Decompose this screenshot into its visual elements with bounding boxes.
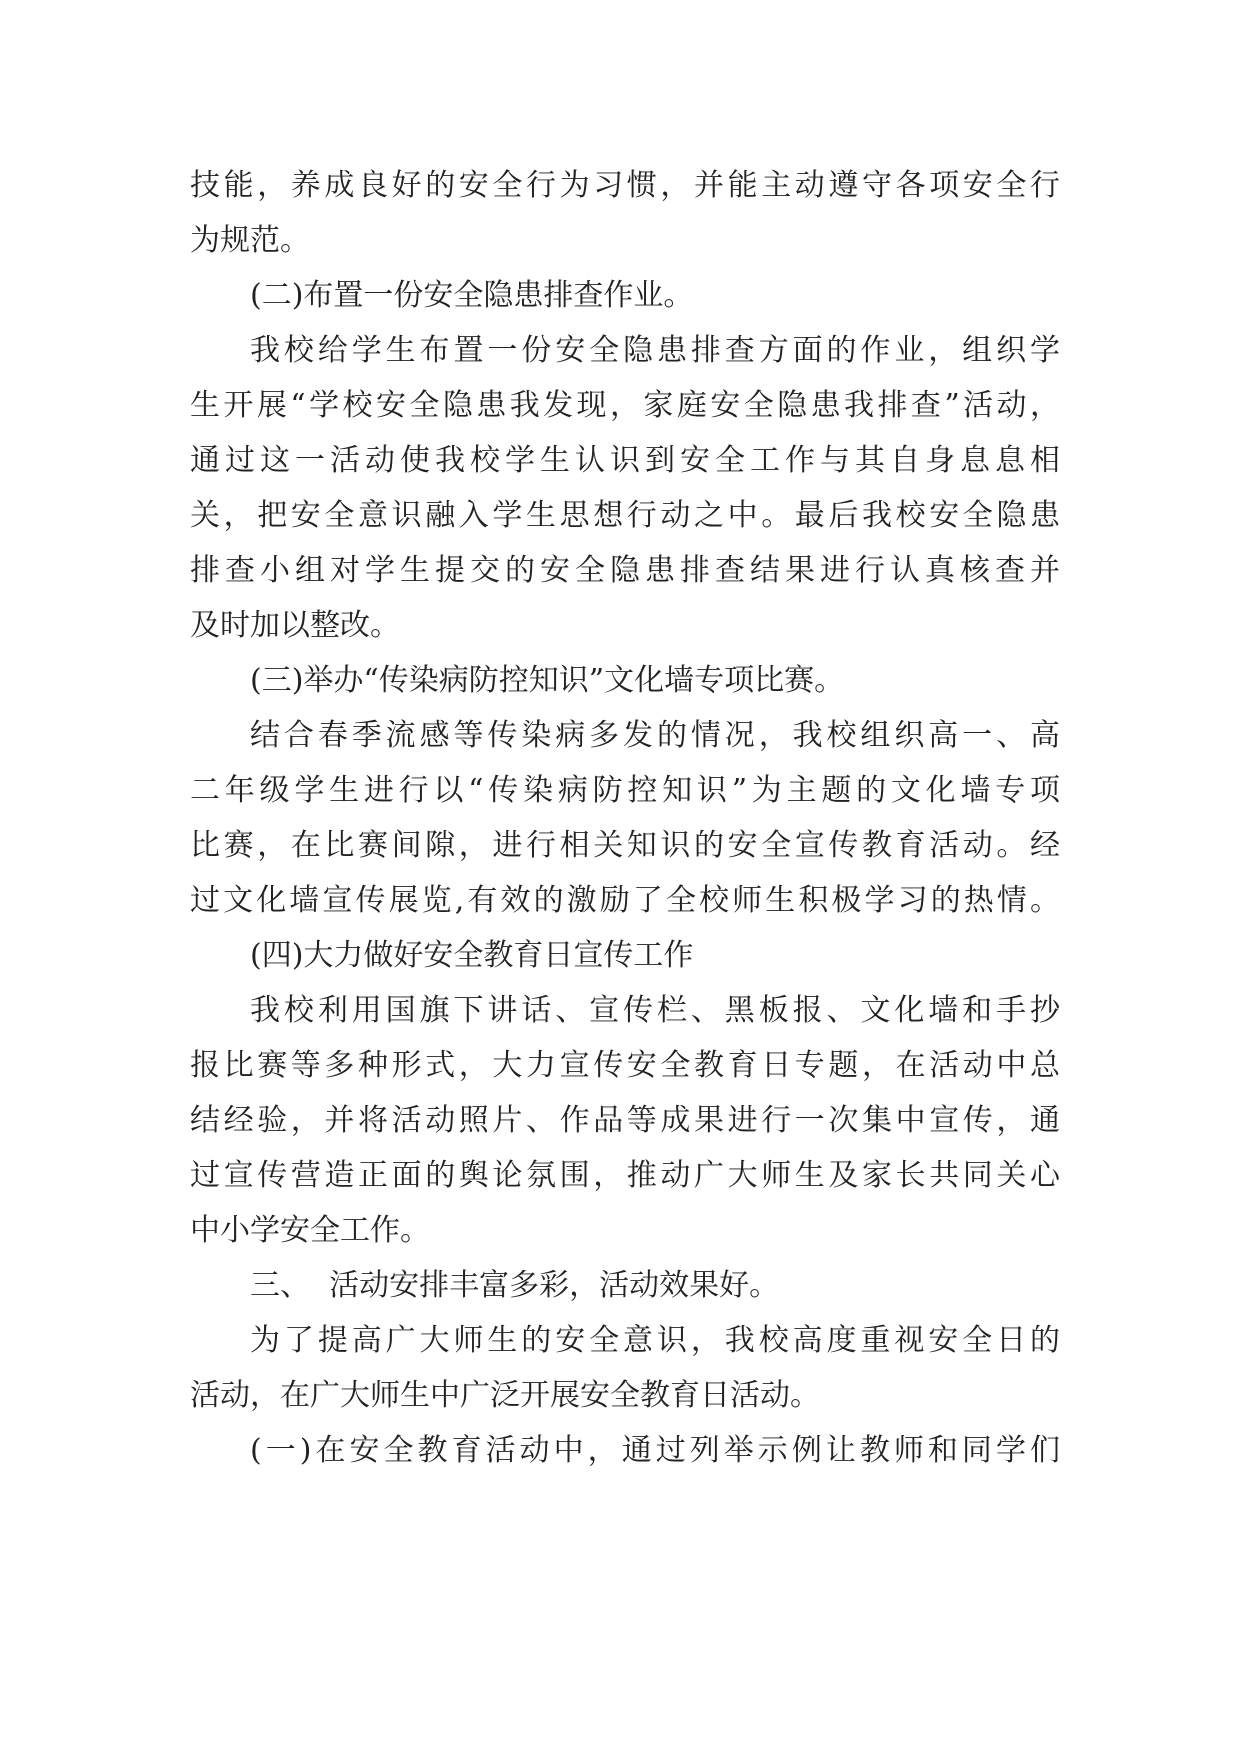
text-line-19: 过宣传营造正面的舆论氛围，推动广大师生及家长共同关心 — [190, 1158, 1064, 1193]
text-line-1: 技能，养成良好的安全行为习惯，并能主动遵守各项安全行 — [190, 168, 1064, 203]
section-heading-2: (二)布置一份安全隐患排查作业。 — [250, 278, 694, 313]
text-line-5: 生开展“学校安全隐患我发现，家庭安全隐患我排查”活动， — [190, 388, 1064, 423]
text-line-4: 我校给学生布置一份安全隐患排查方面的作业，组织学 — [250, 333, 1064, 368]
text-line-7: 关，把安全意识融入学生思想行动之中。最后我校安全隐患 — [190, 498, 1064, 533]
text-line-6: 通过这一活动使我校学生认识到安全工作与其自身息息相 — [190, 443, 1065, 478]
text-line-16: 我校利用国旗下讲话、宣传栏、黑板报、文化墙和手抄 — [250, 993, 1064, 1028]
text-line-12: 二年级学生进行以“传染病防控知识”为主题的文化墙专项 — [190, 773, 1065, 808]
text-line-17: 报比赛等多种形式，大力宣传安全教育日专题，在活动中总 — [190, 1048, 1064, 1083]
text-line-13: 比赛，在比赛间隙，进行相关知识的安全宣传教育活动。经 — [190, 828, 1064, 863]
text-line-22: 为了提高广大师生的安全意识，我校高度重视安全日的 — [250, 1323, 1064, 1358]
section-heading-1: (一)在安全教育活动中，通过列举示例让教师和同学们 — [250, 1433, 1065, 1468]
text-line-2: 为规范。 — [190, 223, 310, 258]
section-heading-3: (三)举办“传染病防控知识”文化墙专项比赛。 — [250, 663, 845, 698]
section-heading-4: (四)大力做好安全教育日宣传工作 — [250, 938, 694, 973]
text-line-23: 活动，在广大师生中广泛开展安全教育日活动。 — [190, 1378, 820, 1413]
text-line-14: 过文化墙宣传展览,有效的激励了全校师生积极学习的热情。 — [190, 883, 1064, 918]
chapter-heading-3: 三、 活动安排丰富多彩，活动效果好。 — [250, 1268, 780, 1303]
text-line-18: 结经验，并将活动照片、作品等成果进行一次集中宣传，通 — [190, 1103, 1064, 1138]
text-line-11: 结合春季流感等传染病多发的情况，我校组织高一、高 — [250, 718, 1064, 753]
text-line-9: 及时加以整改。 — [190, 608, 400, 643]
document-body — [190, 158, 1065, 1478]
text-line-20: 中小学安全工作。 — [190, 1213, 430, 1248]
text-line-8: 排查小组对学生提交的安全隐患排查结果进行认真核查并 — [190, 553, 1065, 588]
